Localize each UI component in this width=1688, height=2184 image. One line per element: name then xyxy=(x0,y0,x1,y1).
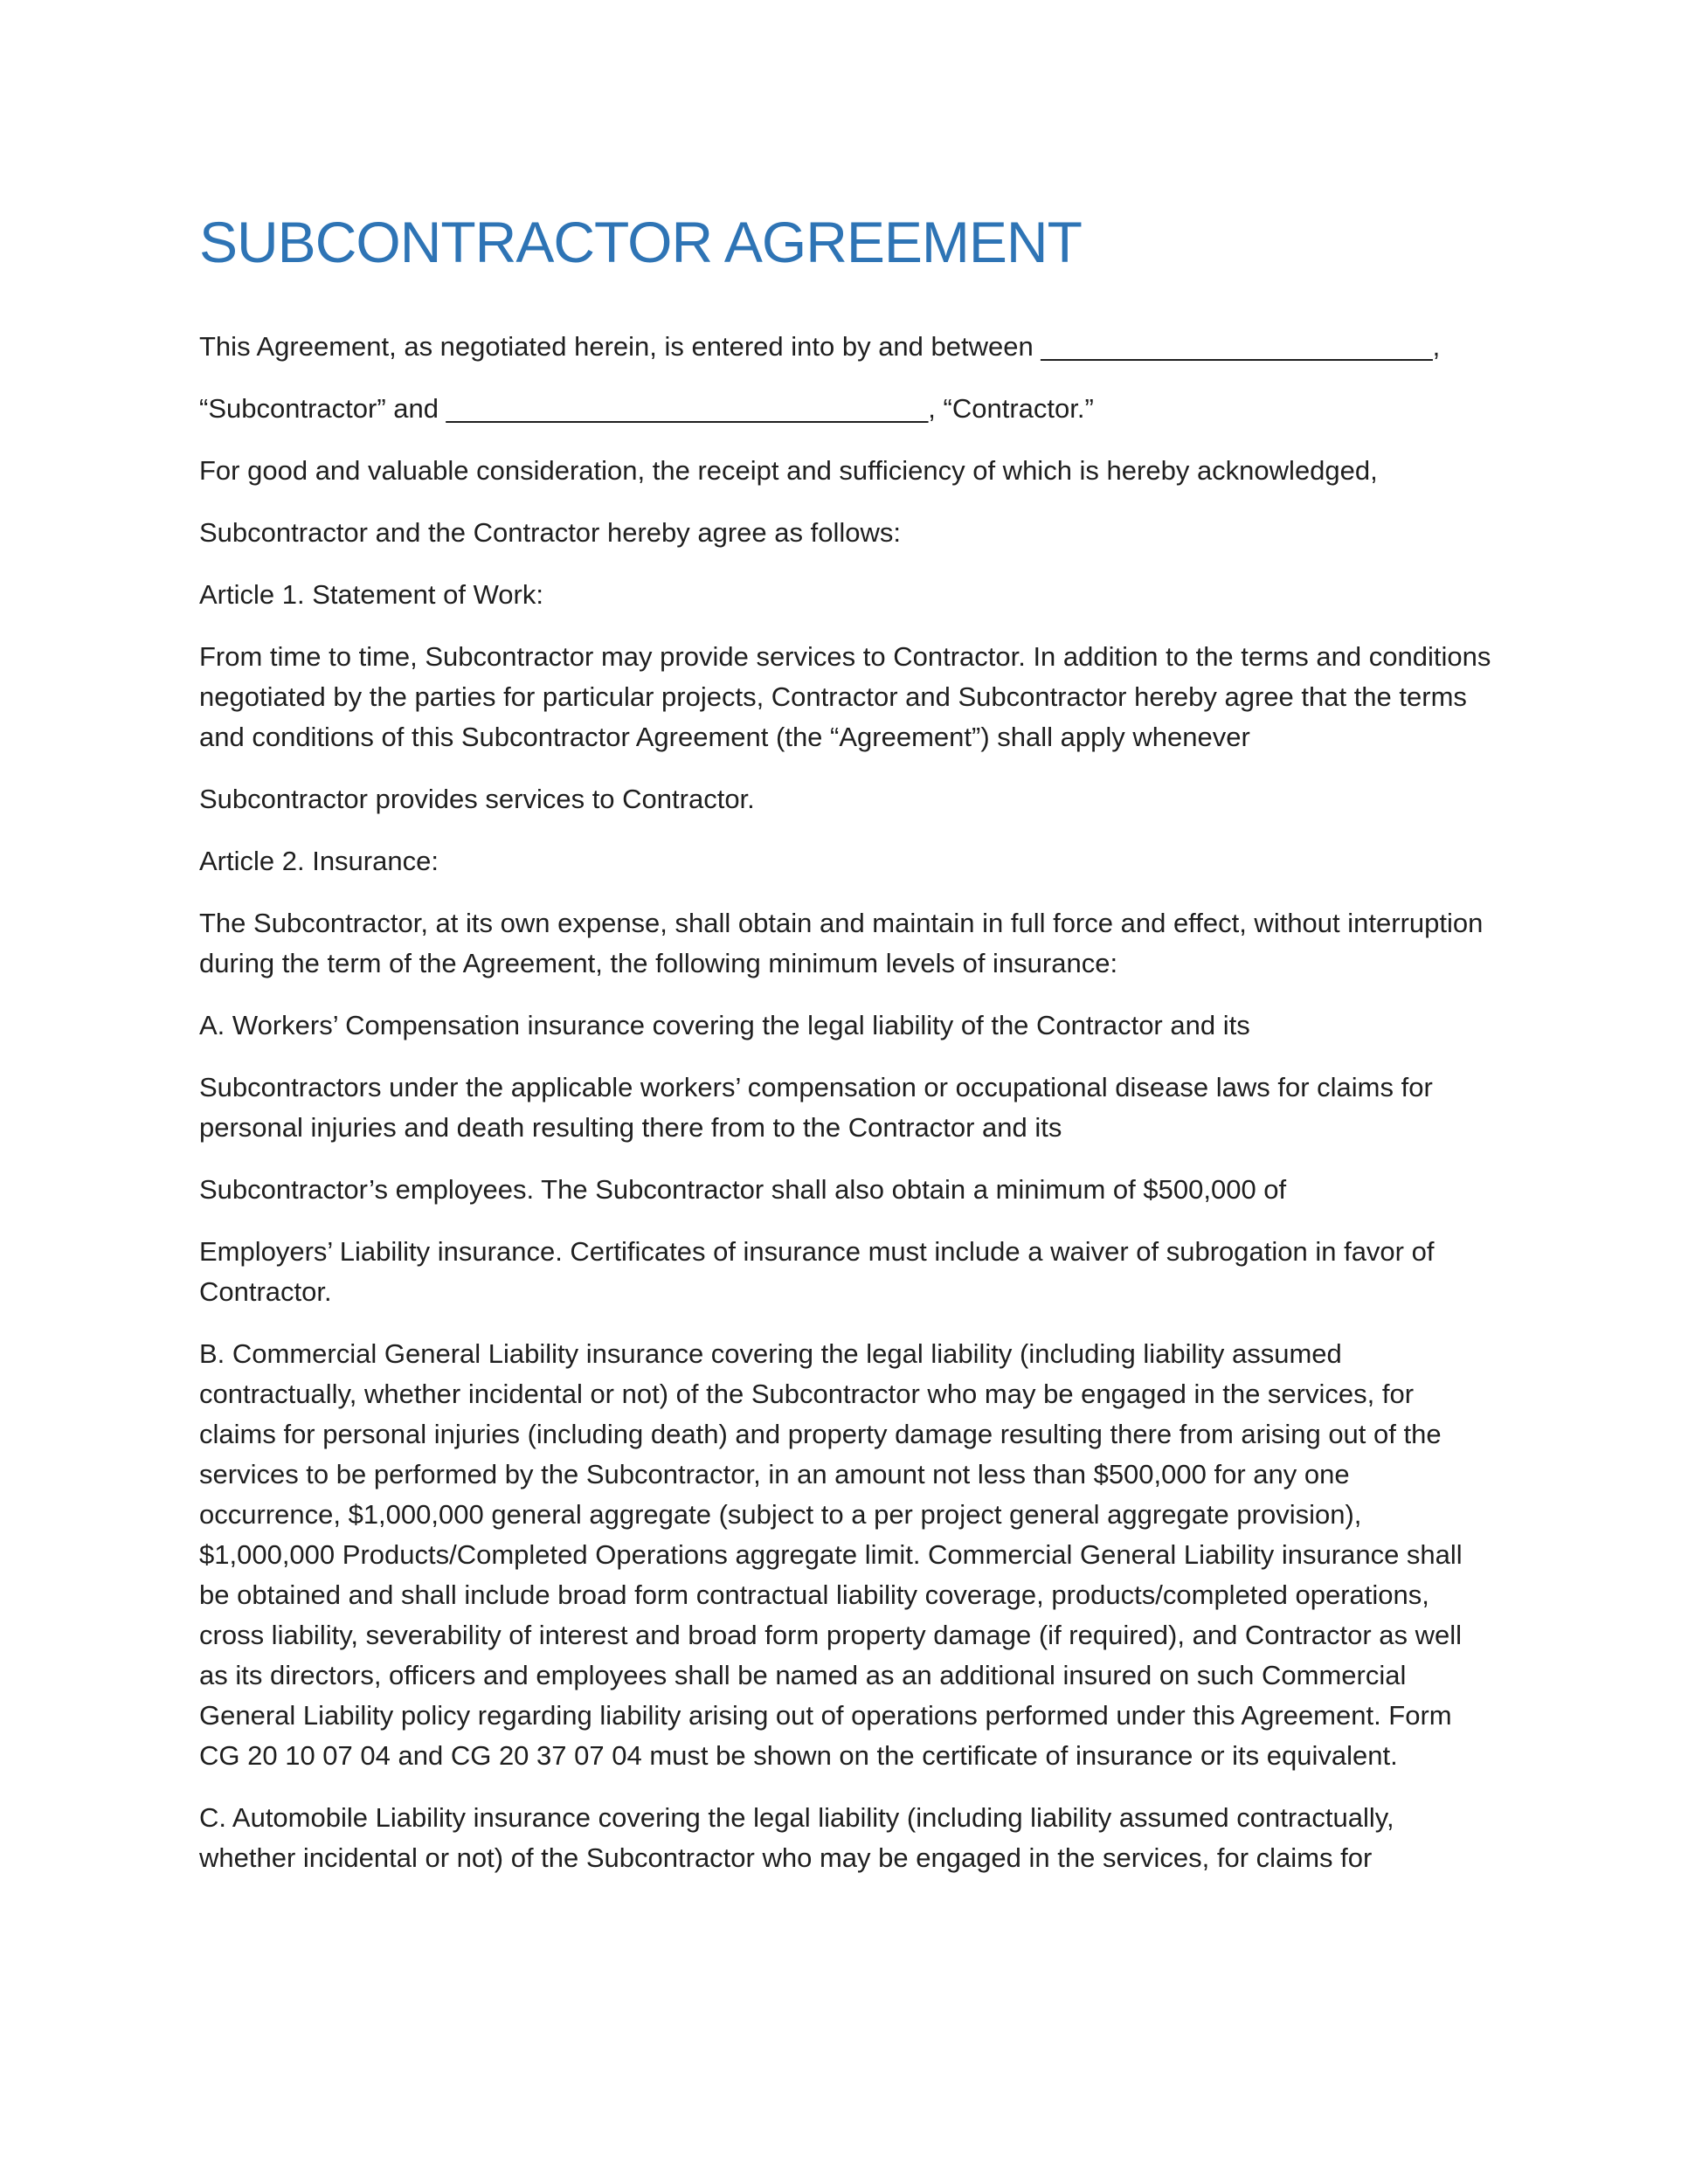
article-2-intro: The Subcontractor, at its own expense, shall obtain and maintain in full force and effect, without interruption during the term of the Agreement, the following minimum levels of insurance: xyxy=(199,908,1484,978)
article-2-heading: Article 2. Insurance: xyxy=(199,846,439,876)
article-1-heading: Article 1. Statement of Work: xyxy=(199,579,543,610)
clause-c-automobile-liability: C. Automobile Liability insurance covering the legal liability (including liability assumed contractually, whether incidental or not) of the Subcontractor who may be engaged in the services, for claims for xyxy=(199,1802,1394,1873)
clause-a-continued-2: Subcontractor’s employees. The Subcontractor shall also obtain a minimum of $500,000 of xyxy=(199,1174,1287,1205)
clause-b-general-liability: B. Commercial General Liability insurance covering the legal liability (including liability assumed contractually, whether incidental or not) of the Subcontractor who may be engaged in the services, for claims for personal injuries (including death) and property damage resulting there from arising out of the services to be performed by the Subcontractor, in an amount not less than $500,000 for any one occurrence, $1,000,000 general aggregate (subject to a per project general aggregate provision), $1,000,000 Products/Completed Operations aggregate limit. Commercial General Liability insurance shall be obtained and shall include broad form contractual liability coverage, products/completed operations, cross liability, severability of interest and broad form property damage (if required), and Contractor as well as its directors, officers and employees shall be named as an additional insured on such Commercial General Liability policy regarding liability arising out of operations performed under this Agreement. Form CG 20 10 07 04 and CG 20 37 07 04 must be shown on the certificate of insurance or its equivalent. xyxy=(199,1338,1463,1771)
document-title: SUBCONTRACTOR AGREEMENT xyxy=(199,210,1082,274)
clause-a-continued-1: Subcontractors under the applicable workers’ compensation or occupational disease laws for claims for personal injuries and death resulting there from to the Contractor and its xyxy=(199,1072,1433,1143)
agreement-statement: Subcontractor and the Contractor hereby agree as follows: xyxy=(199,517,902,548)
document-body xyxy=(199,203,1492,1900)
article-1-body: From time to time, Subcontractor may provide services to Contractor. In addition to the terms and conditions negotiated by the parties for particular projects, Contractor and Subcontractor hereby agree that the terms and conditions of this Subcontractor Agreement (the “Agreement”) shall apply whenever xyxy=(199,641,1491,752)
article-1-body-continued: Subcontractor provides services to Contractor. xyxy=(199,784,755,814)
clause-a-continued-3: Employers’ Liability insurance. Certificates of insurance must include a waiver of subrogation in favor of Contractor. xyxy=(199,1236,1435,1307)
clause-a-workers-comp: A. Workers’ Compensation insurance covering the legal liability of the Contractor and its xyxy=(199,1010,1250,1040)
intro-contractor-line: “Subcontractor” and ________________________________, “Contractor.” xyxy=(199,393,1094,424)
consideration-clause: For good and valuable consideration, the receipt and sufficiency of which is hereby acknowledged, xyxy=(199,455,1378,486)
intro-parties-line: This Agreement, as negotiated herein, is entered into by and between __________________________, xyxy=(199,331,1441,362)
